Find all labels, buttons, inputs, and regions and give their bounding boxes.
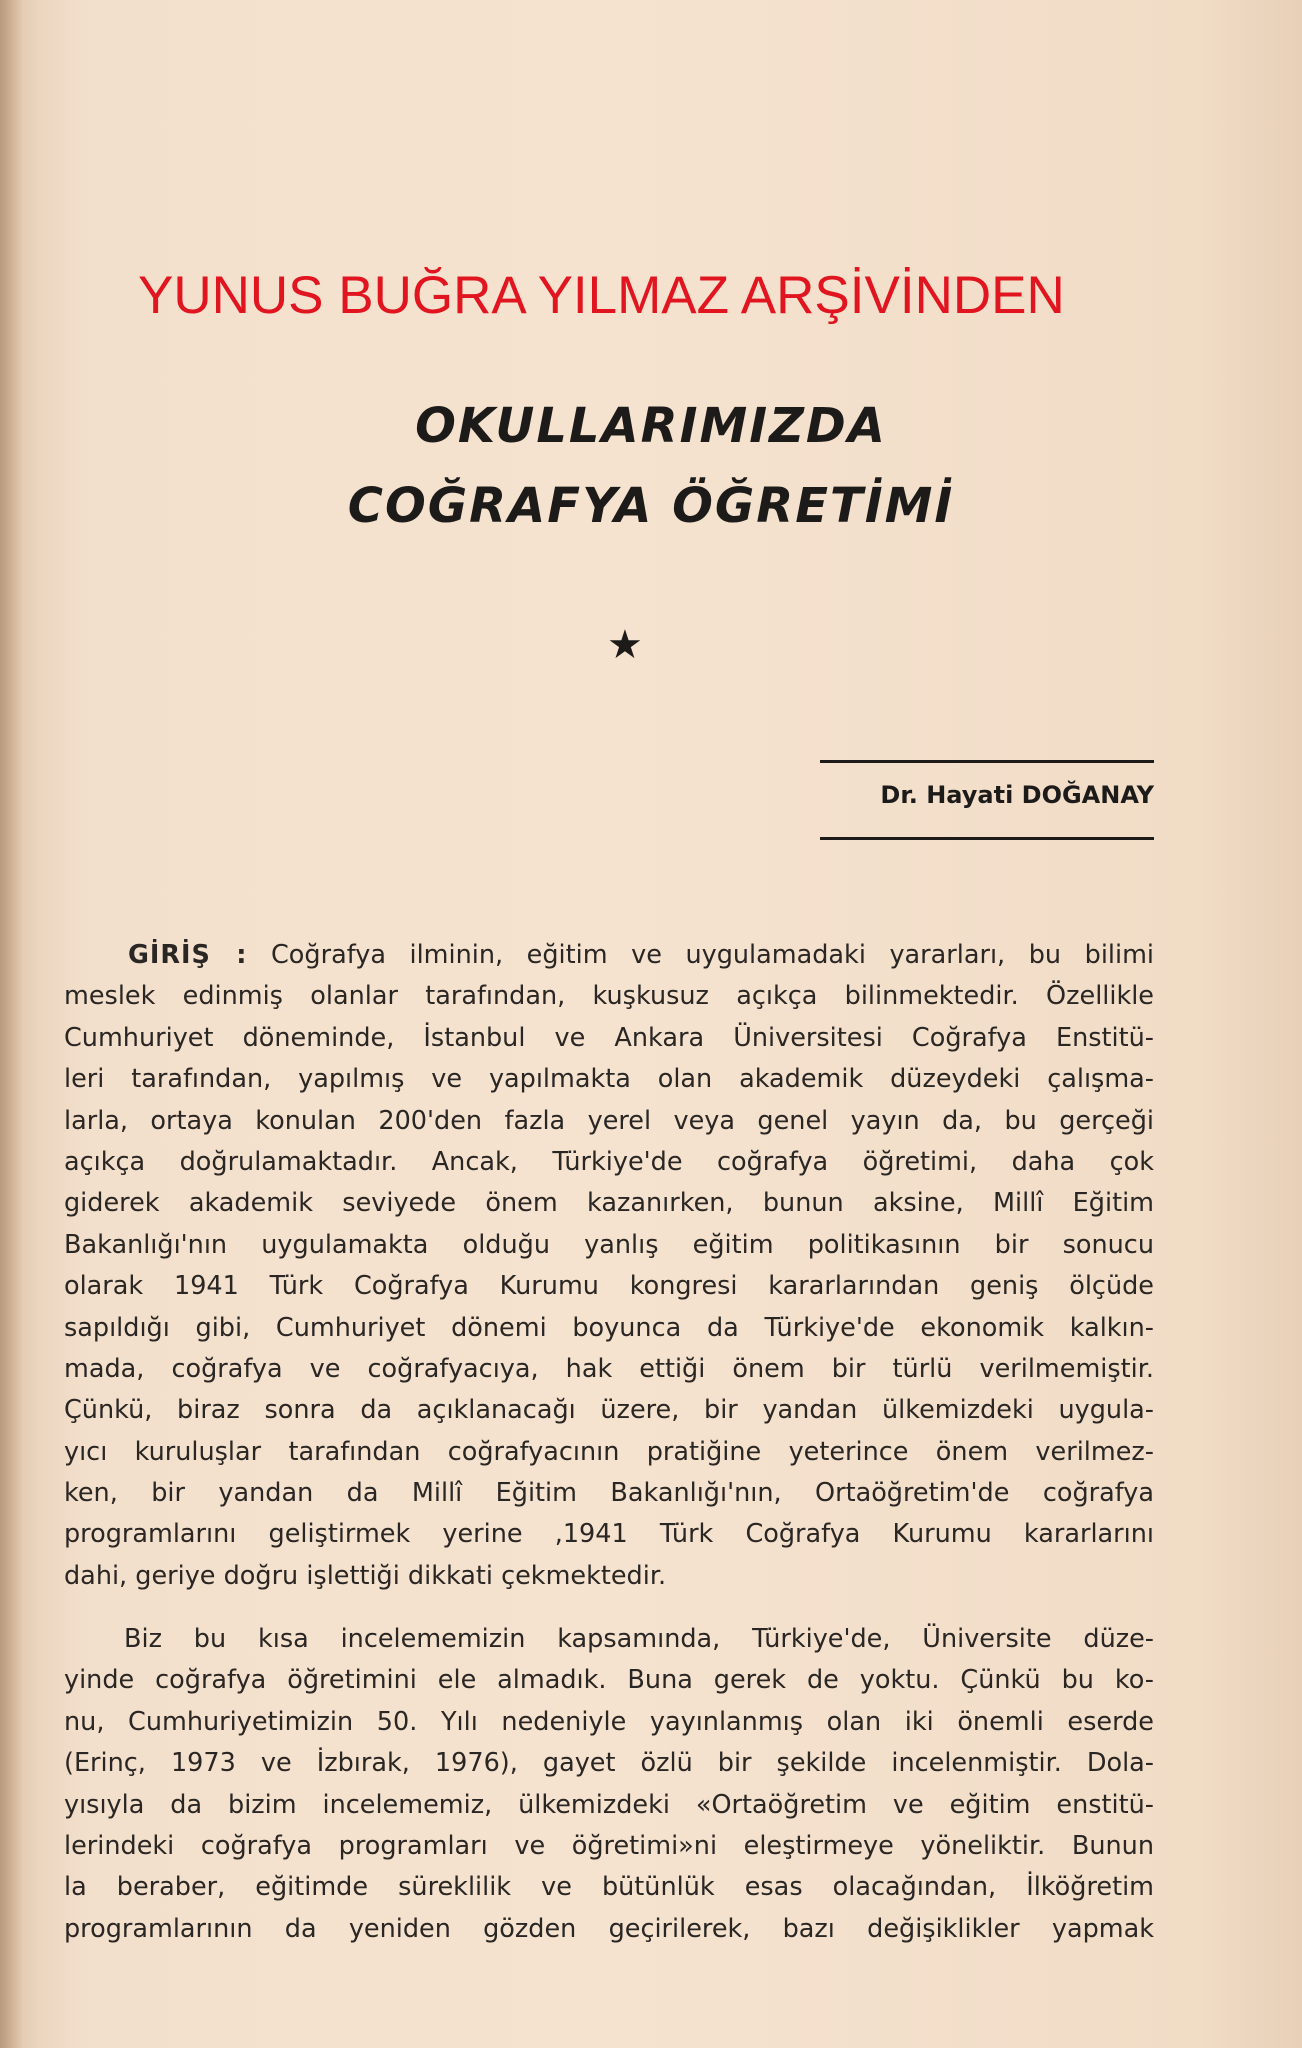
paragraph-line: Cumhuriyet döneminde, İstanbul ve Ankara Üniversitesi Coğrafya Enstitü- — [64, 1022, 1154, 1053]
star-ornament-icon: ★ — [607, 622, 643, 668]
author-top-rule — [820, 760, 1154, 763]
paragraph-line: yıcı kuruluşlar tarafından coğrafyacının pratiğine yeterince önem verilmez- — [64, 1436, 1154, 1467]
paragraph-line: leri tarafından, yapılmış ve yapılmakta olan akademik düzeydeki çalışma- — [64, 1064, 1154, 1095]
author-bottom-rule — [820, 837, 1154, 840]
paragraph-line: olarak 1941 Türk Coğrafya Kurumu kongresi kararlarından geniş ölçüde — [64, 1271, 1154, 1302]
paragraph-line: lerindeki coğrafya programları ve öğretimi»ni eleştirmeye yöneliktir. Bunun — [64, 1830, 1154, 1861]
paragraph-scope — [64, 1619, 1154, 1950]
paragraph-line: (Erinç, 1973 ve İzbırak, 1976), gayet özlü bir şekilde incelenmiştir. Dola- — [64, 1748, 1154, 1779]
article-title-line2: COĞRAFYA ÖĞRETİMİ — [347, 478, 955, 534]
paragraph-line: meslek edinmiş olanlar tarafından, kuşkusuz açıkça bilinmektedir. Özellikle — [64, 981, 1154, 1012]
line-text: Coğrafya ilminin, eğitim ve uygulamadaki yararları, bu bilimi — [247, 940, 1154, 970]
paragraph-line: dahi, geriye doğru işlettiği dikkati çekmektedir. — [64, 1560, 667, 1591]
paragraph-line: ken, bir yandan da Millî Eğitim Bakanlığı'nın, Ortaöğretim'de coğrafya — [64, 1478, 1154, 1509]
paragraph-line: programlarını geliştirmek yerine ,1941 Türk Coğrafya Kurumu kararlarını — [64, 1519, 1154, 1550]
paragraph-line: yısıyla da bizim incelememiz, ülkemizdeki «Ortaöğretim ve eğitim enstitü- — [64, 1789, 1154, 1820]
paragraph-line: Bakanlığı'nın uygulamakta olduğu yanlış eğitim politikasının bir sonucu — [64, 1229, 1154, 1260]
paragraph-line — [64, 935, 1154, 976]
paragraph-line: Çünkü, biraz sonra da açıklanacağı üzere, bir yandan ülkemizdeki uygula- — [64, 1395, 1154, 1426]
paragraph-line: giderek akademik seviyede önem kazanırken, bunun aksine, Millî Eğitim — [64, 1188, 1154, 1219]
paragraph-line: nu, Cumhuriyetimizin 50. Yılı nedeniyle yayınlanmış olan iki önemli eserde — [64, 1706, 1154, 1737]
paragraph-line: yinde coğrafya öğretimini ele almadık. Buna gerek de yoktu. Çünkü bu ko- — [64, 1665, 1154, 1696]
paragraph-line: Biz bu kısa incelememizin kapsamında, Türkiye'de, Üniversite düze- — [124, 1624, 1154, 1654]
paragraph-line: la beraber, eğitimde süreklilik ve bütünlük esas olacağından, İlköğretim — [64, 1872, 1154, 1903]
paragraph-introduction — [64, 935, 1154, 1597]
author-name: Dr. Hayati DOĞANAY — [880, 781, 1154, 809]
archive-watermark: YUNUS BUĞRA YILMAZ ARŞİVİNDEN — [138, 266, 1065, 325]
paragraph-line: mada, coğrafya ve coğrafyacıya, hak ettiği önem bir türlü verilmemiştir. — [64, 1353, 1154, 1384]
book-spine-shadow — [0, 0, 22, 2048]
paragraph-line: sapıldığı gibi, Cumhuriyet dönemi boyunca da Türkiye'de ekonomik kalkın- — [64, 1312, 1154, 1343]
paragraph-line: larla, ortaya konulan 200'den fazla yerel veya genel yayın da, bu gerçeği — [64, 1105, 1154, 1136]
section-heading-giris: GİRİŞ : — [128, 940, 248, 970]
article-title-line1: OKULLARIMIZDA — [415, 398, 887, 454]
paragraph-line: açıkça doğrulamaktadır. Ancak, Türkiye'de coğrafya öğretimi, daha çok — [64, 1146, 1154, 1177]
paragraph-line: programlarının da yeniden gözden geçirilerek, bazı değişiklikler yapmak — [64, 1913, 1154, 1944]
